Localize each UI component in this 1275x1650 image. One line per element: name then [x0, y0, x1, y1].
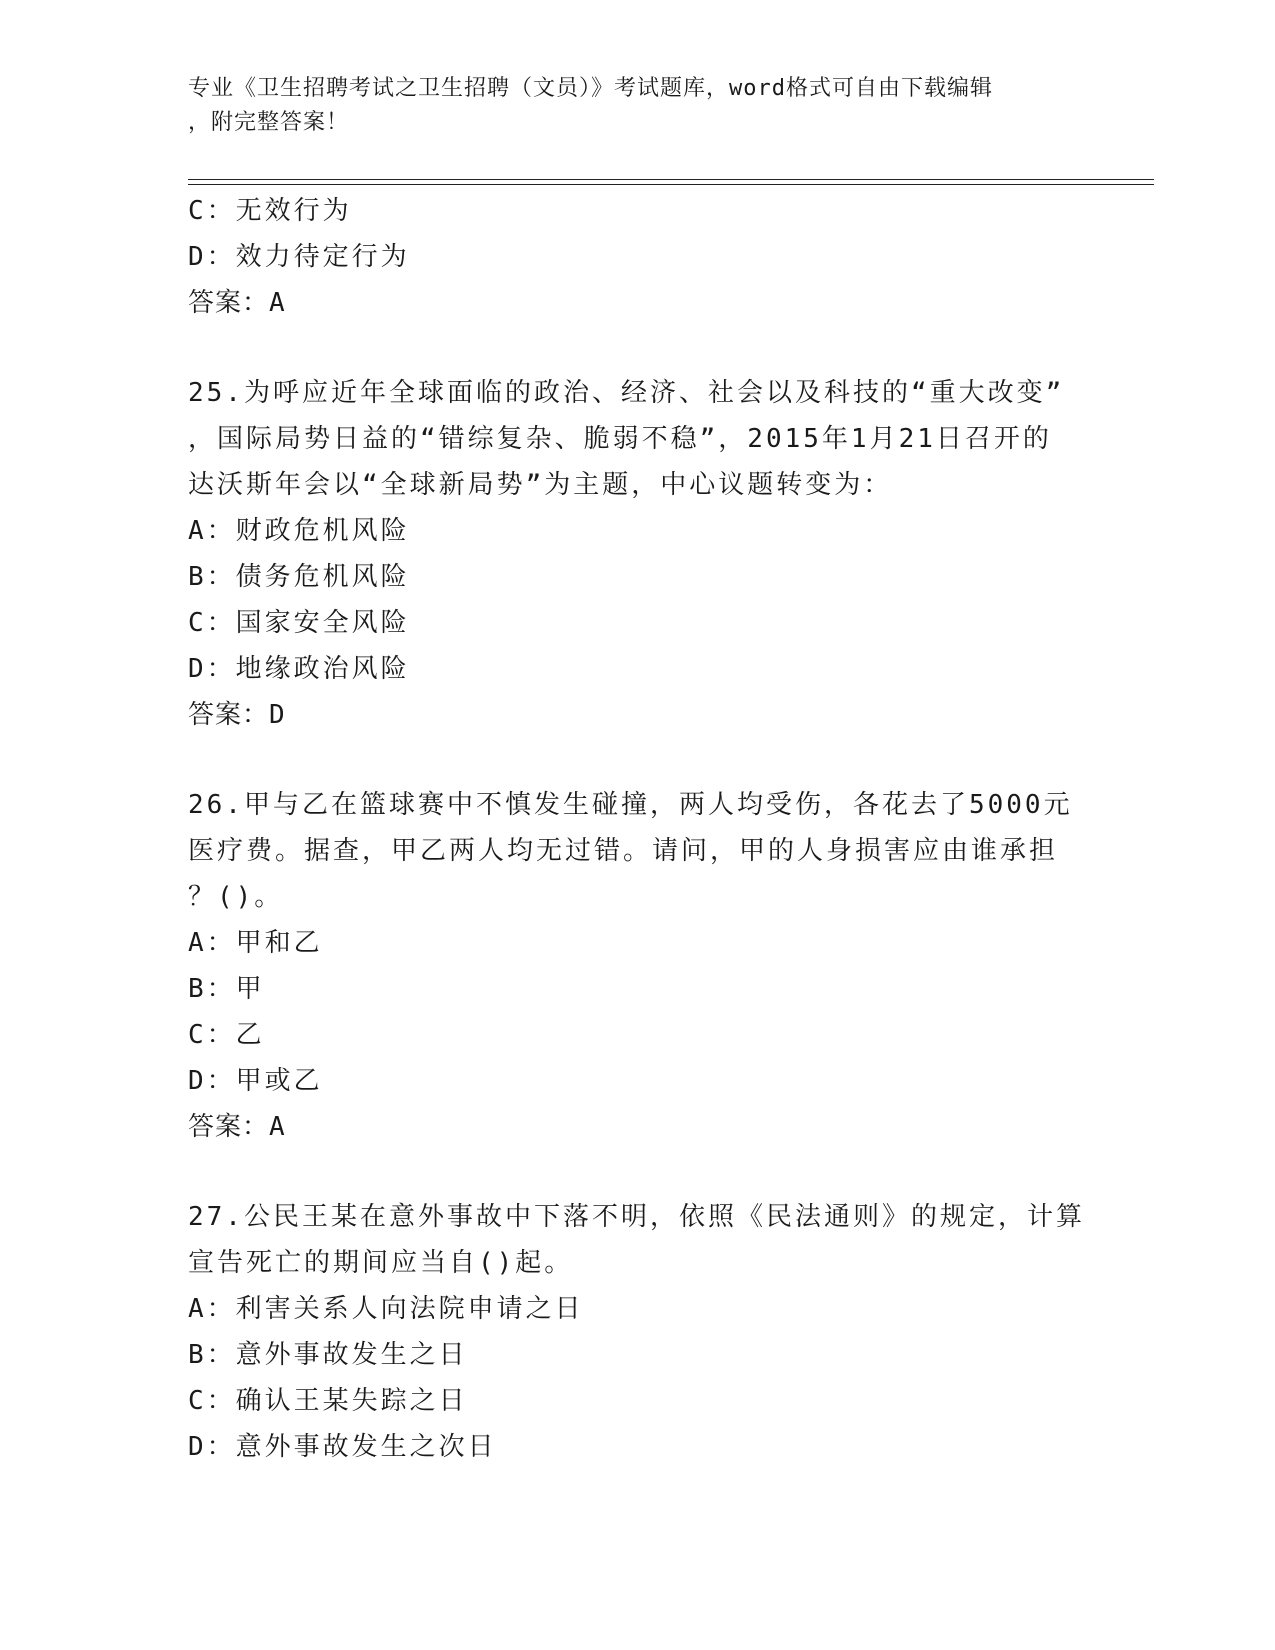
option-d: D：地缘政治风险 — [188, 654, 410, 684]
option-b: B：债务危机风险 — [188, 562, 410, 592]
question-text-line: 25.为呼应近年全球面临的政治、经济、社会以及科技的“重大改变” — [188, 378, 1065, 408]
question-24-tail — [188, 188, 1088, 326]
question-text-line: 医疗费。据查，甲乙两人均无过错。请问，甲的人身损害应由谁承担 — [188, 836, 1059, 866]
header-line-2: ，附完整答案！ — [188, 110, 350, 135]
question-25 — [188, 370, 1088, 738]
option-d: D：效力待定行为 — [188, 242, 410, 272]
question-list — [188, 188, 1088, 1470]
header-rule-bottom — [188, 184, 1154, 185]
answer-label: 答案： — [188, 700, 270, 730]
option-c: C：国家安全风险 — [188, 608, 410, 638]
option-b: B：甲 — [188, 974, 265, 1004]
spacer — [188, 738, 1088, 782]
option-d: D：甲或乙 — [188, 1066, 323, 1096]
question-text-line: ，国际局势日益的“错综复杂、脆弱不稳”，2015年1月21日召开的 — [188, 424, 1052, 454]
option-c: C：确认王某失踪之日 — [188, 1386, 468, 1416]
question-27 — [188, 1194, 1088, 1470]
answer-line — [188, 692, 1088, 738]
header-rule-top — [188, 179, 1154, 180]
option-a: A：财政危机风险 — [188, 516, 410, 546]
answer-value: D — [269, 700, 288, 730]
question-text-line: 宣告死亡的期间应当自()起。 — [188, 1248, 574, 1278]
option-a: A：甲和乙 — [188, 928, 323, 958]
option-c: C：无效行为 — [188, 196, 352, 226]
answer-line — [188, 280, 1088, 326]
header-line-1: 专业《卫生招聘考试之卫生招聘（文员）》考试题库，word格式可自由下载编辑 — [188, 76, 993, 101]
question-text-line: ？()。 — [188, 882, 284, 912]
option-b: B：意外事故发生之日 — [188, 1340, 468, 1370]
answer-value: A — [269, 1112, 288, 1142]
answer-label: 答案： — [188, 1112, 270, 1142]
answer-line — [188, 1104, 1088, 1150]
answer-label: 答案： — [188, 288, 270, 318]
option-c: C：乙 — [188, 1020, 265, 1050]
question-text-line: 27.公民王某在意外事故中下落不明，依照《民法通则》的规定，计算 — [188, 1202, 1085, 1232]
spacer — [188, 1150, 1088, 1194]
spacer — [188, 326, 1088, 370]
answer-value: A — [269, 288, 288, 318]
question-26 — [188, 782, 1088, 1150]
page-header — [188, 72, 1088, 140]
question-text-line: 达沃斯年会以“全球新局势”为主题，中心议题转变为： — [188, 470, 893, 500]
question-text-line: 26.甲与乙在篮球赛中不慎发生碰撞，两人均受伤，各花去了5000元 — [188, 790, 1073, 820]
option-a: A：利害关系人向法院申请之日 — [188, 1294, 584, 1324]
option-d: D：意外事故发生之次日 — [188, 1432, 497, 1462]
